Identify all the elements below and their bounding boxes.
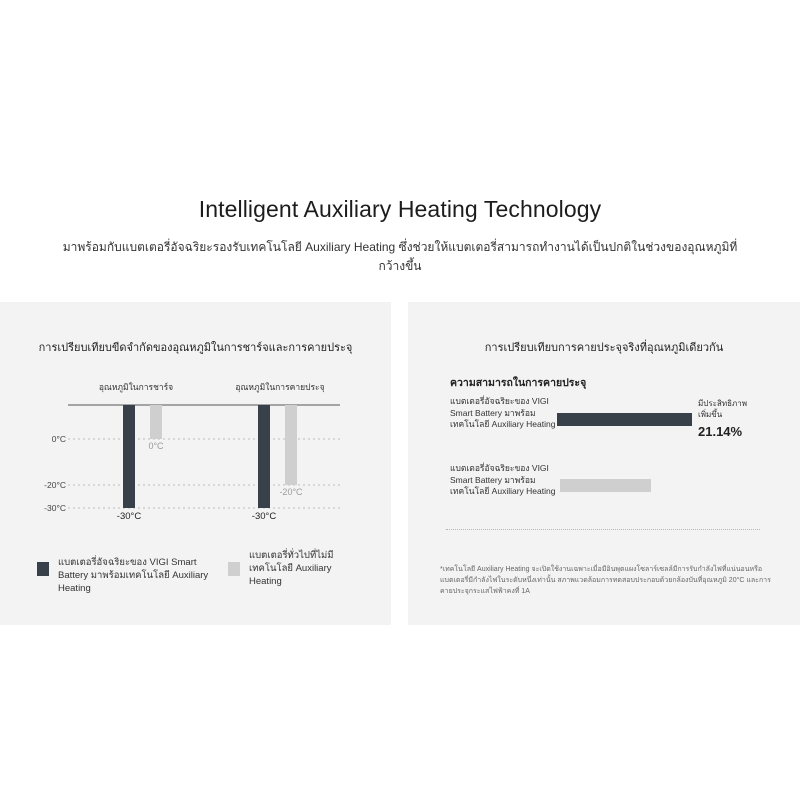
y-tick-label: -20°C bbox=[44, 480, 66, 490]
discharge-bar-vigi bbox=[557, 413, 692, 426]
discharge-chart-title: ความสามารถในการคายประจุ bbox=[450, 377, 587, 389]
efficiency-value: 21.14% bbox=[698, 424, 743, 439]
legend-label-vigi: แบตเตอรี่อัจฉริยะของ VIGI Smart Battery มาพร้อมเทคโนโลยี Auxiliary Heating bbox=[58, 557, 209, 594]
bar-standard bbox=[150, 405, 162, 439]
y-tick-label: -30°C bbox=[44, 503, 66, 513]
temperature-limit-panel bbox=[0, 302, 391, 625]
bar-label-vigi: -30°C bbox=[116, 511, 142, 522]
bar-label-vigi: -30°C bbox=[251, 511, 277, 522]
footnote: *เทคโนโลยี Auxiliary Heating จะเปิดใช้งานเฉพาะเมื่อมีอินพุตแผงโซลาร์เซลล์มีการรับกำลังไฟที่แน่นอนหรือแบตเตอรี่มีกำลังไฟในระดับหนึ่งเท่านั้น สภาพแวดล้อมการทดสอบประกอบด้วยกล้องบันที่อุณหภูมิ 20°C และการคายประจุกระแสไฟฟ้าคงที่ 1A bbox=[440, 566, 771, 595]
discharge-baseline bbox=[446, 529, 760, 530]
discharge-panel-title: การเปรียบเทียบการคายประจุจริงที่อุณหภูมิเดียวกัน bbox=[484, 342, 724, 354]
category-label: อุณหภูมิในการชาร์จ bbox=[98, 382, 174, 392]
bar-vigi bbox=[123, 405, 135, 508]
efficiency-label: มีประสิทธิภาพเพิ่มขึ้น bbox=[698, 399, 748, 419]
bar-standard bbox=[285, 405, 297, 485]
page-title: Intelligent Auxiliary Heating Technology bbox=[198, 196, 602, 222]
category-label: อุณหภูมิในการคายประจุ bbox=[235, 382, 325, 392]
temperature-chart-title: การเปรียบเทียบขีดจำกัดของอุณหภูมิในการชาร์จและการคายประจุ bbox=[38, 342, 353, 354]
page-subtitle: มาพร้อมกับแบตเตอรี่อัจฉริยะรองรับเทคโนโลยี Auxiliary Heating ซึ่งช่วยให้แบตเตอรี่สามารถทำงานได้เป็นปกติในช่วงของอุณหภูมิที่กว้างขึ้น bbox=[62, 240, 738, 273]
bar-label-standard: -20°C bbox=[279, 487, 303, 497]
legend-swatch-vigi bbox=[37, 562, 49, 576]
y-tick-label: 0°C bbox=[51, 434, 66, 444]
discharge-bar-standard bbox=[560, 479, 651, 492]
legend-label-standard: แบตเตอรี่ทั่วไปที่ไม่มีเทคโนโลยี Auxiliary Heating bbox=[249, 550, 334, 587]
discharge-comparison-panel bbox=[408, 302, 800, 625]
bar-vigi bbox=[258, 405, 270, 508]
legend-swatch-standard bbox=[228, 562, 240, 576]
bar-label-standard: 0°C bbox=[148, 441, 164, 451]
row-label-standard: แบตเตอรี่อัจฉริยะของ VIGI Smart Battery มาพร้อมเทคโนโลยี Auxiliary Heating bbox=[450, 463, 556, 496]
row-label-vigi: แบตเตอรี่อัจฉริยะของ VIGI Smart Battery มาพร้อมเทคโนโลยี Auxiliary Heating bbox=[450, 396, 556, 429]
